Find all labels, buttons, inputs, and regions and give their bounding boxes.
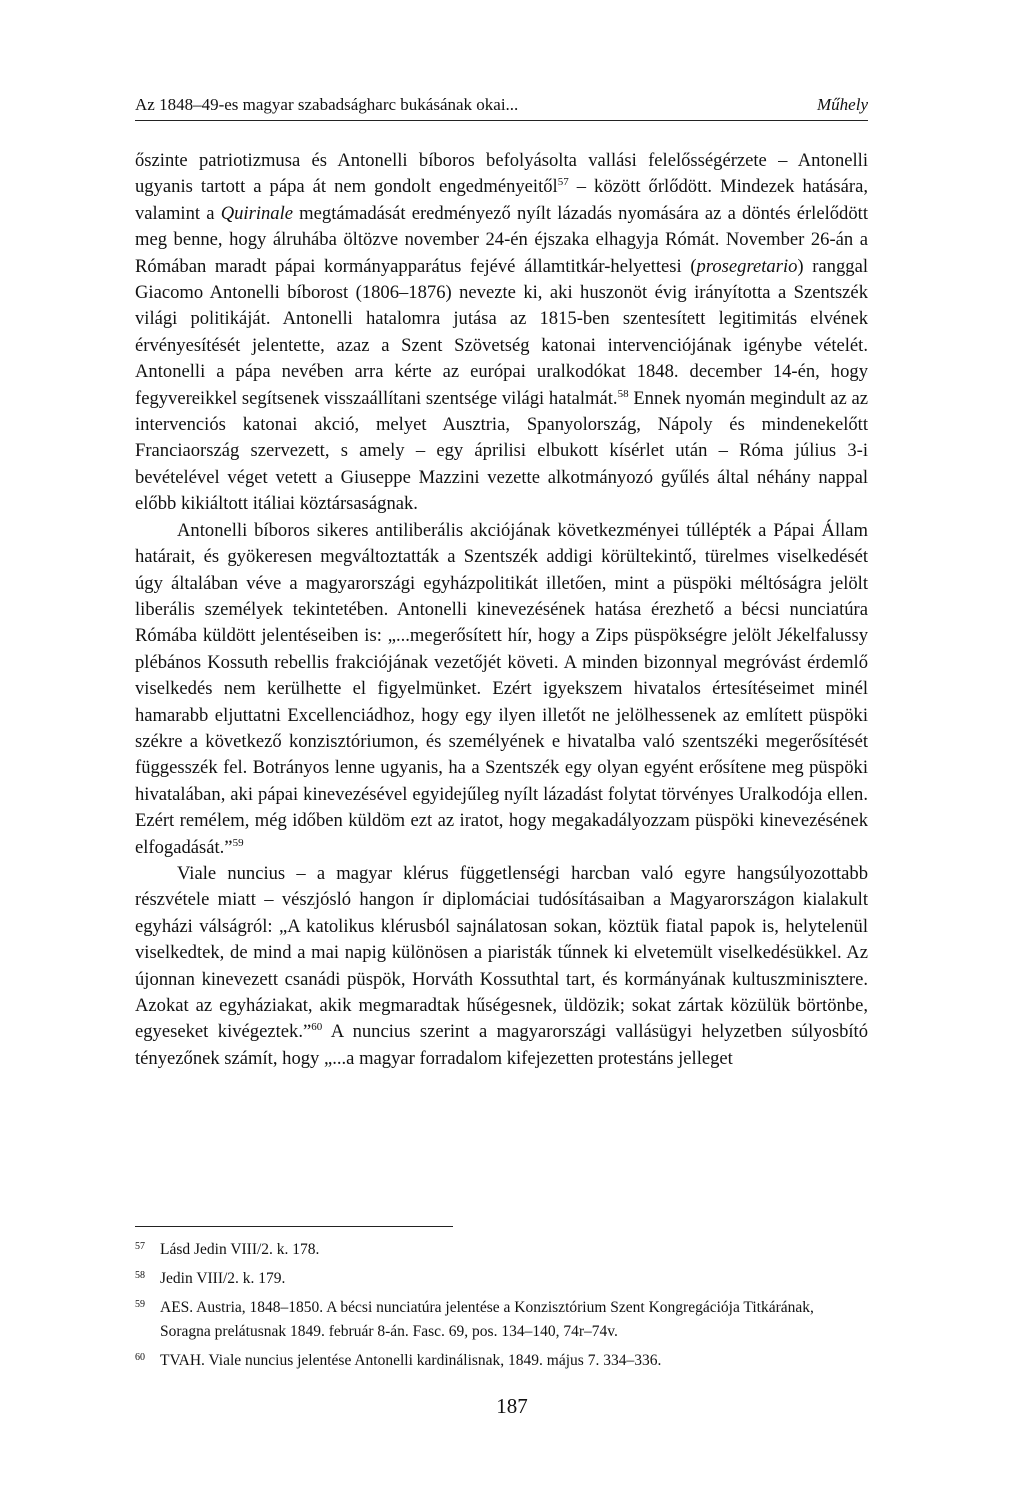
italic-term: prosegretario bbox=[696, 255, 798, 277]
footnote-number: 57 bbox=[135, 1241, 145, 1252]
footnote bbox=[135, 1349, 868, 1373]
paragraph-text: A nuncius szerint a magyarországi vallásügyi helyzetben súlyosbító tényezőnek számít, hogy „...a magyar forradalom kifejezetten protestáns jelleget bbox=[135, 1021, 868, 1069]
header-section: Műhely bbox=[817, 95, 868, 114]
footnote-text: AES. Austria, 1848–1850. A bécsi nunciatúra jelentése a Konzisztórium Szent Kongregációja Titkárának, Soragna prelátusnak 1849. február 8-án. Fasc. 69, pos. 134–140, 74r–74v. bbox=[160, 1299, 814, 1340]
paragraph-3 bbox=[135, 861, 868, 1072]
footnote-ref-59: 59 bbox=[232, 836, 244, 849]
footnote bbox=[135, 1296, 868, 1344]
footnote bbox=[135, 1267, 868, 1291]
paragraph-text: Viale nuncius – a magyar klérus függetlenségi harcban való egyre hangsúlyozottabb részvétele miatt – vészjósló hangon ír diplomáciai tudósításaiban a Magyarországon kialakult egyházi válságról: „A katolikus klérusból sajnálatosan sokan, köztük fiatal papok is, helytelenül viselkedtek, de mind a mai napig különösen a piaristák tűnnek ki elvetemült viselkedésükkel. Az újonnan kinevezett csanádi püspök, Horváth Kossuthtal tart, és kormányának kultuszminisztere. Azokat az egyháziakat, akik megmaradtak hűségesnek, üldözik; sokat zártak közülük börtönbe, egyeseket kivégeztek.” bbox=[135, 862, 868, 1043]
footnote-divider bbox=[135, 1226, 453, 1227]
footnote-number: 60 bbox=[135, 1352, 145, 1363]
page-number: 187 bbox=[496, 1394, 528, 1418]
footnote-ref-60: 60 bbox=[311, 1021, 323, 1034]
footnote-number: 58 bbox=[135, 1270, 145, 1281]
footnote-ref-58: 58 bbox=[617, 387, 629, 400]
paragraph-text: Ennek nyomán megindult az az intervenciós katonai akció, melyet Ausztria, Spanyolország, Nápoly és mindenekelőtt Franciaország szervezett, s amely – egy áprilisi elbukott kísérlet után – Róma július 3-i bevételével véget vetett a Giuseppe Mazzini vezette alkotmányozó gyűlés által néhány nappal előbb kikiáltott itáliai köztársaságnak. bbox=[135, 387, 869, 515]
italic-term: Quirinale bbox=[220, 202, 293, 224]
paragraph-1 bbox=[135, 148, 868, 518]
paragraph-text: Antonelli bíboros sikeres antiliberális akciójának következményei túllépték a Pápai Állam határait, és gyökeresen megváltoztatták a Szentszék addigi körültekintő, türelmes viselkedését úgy általában véve a magyarországi egyházpolitikát illetően, mint a püspöki méltóságra jelölt liberális személyek tekintetében. Antonelli kinevezésének hatása érezhető a bécsi nunciatúra Rómába küldött jelentéseiben is: „...megerősített hír, hogy a Zips püspökségre jelölt Jékelfalussy plébános Kossuth rebellis frakciójának vezetőjét követi. A minden bizonnyal megróvást érdemlő viselkedés nem kerülhette el figyelmünket. Ezért igyekszem hivatalos értesítéseimet minél hamarabb eljuttatni Excellenciádhoz, hogy egy ilyen illetőt ne jelölhessenek az említett püspöki székre a következő konzisztóriumon, és személyének e hivatalba való szentszéki megerősítését függesszék fel. Botrányos lenne ugyanis, ha a Szentszék egy olyan egyént erősítene meg püspöki hivatalában, aki pápai kinevezésével egyidejűleg nyílt lázadást folytat törvényes Uralkodója ellen. Ezért remélem, még időben küldöm ezt az iratot, hogy megakadályozzam püspöki kinevezésének elfogadását.” bbox=[135, 519, 868, 858]
running-header bbox=[135, 94, 868, 121]
paragraph-text: – között őrlődött. Mindezek hatására, valamint a bbox=[135, 176, 868, 224]
paragraph-text: megtámadását eredményező nyílt lázadás nyomására az a döntés érlelődött meg benne, hogy álruhába öltözve november 24-én éjszaka elhagyja Rómát. November 26-án a Rómában maradt pápai kormányapparátus fejévé államtitkár-helyettesi ( bbox=[135, 202, 868, 277]
footnote-number: 59 bbox=[135, 1299, 145, 1310]
footnotes bbox=[135, 1238, 868, 1378]
footnote bbox=[135, 1238, 868, 1262]
paragraph-text: őszinte patriotizmusa és Antonelli bíboros befolyásolta vallási felelősségérzete – Antonelli ugyanis tartott a pápa át nem gondolt engedményeitől bbox=[135, 150, 868, 198]
paragraph-text: ) ranggal Giacomo Antonelli bíborost (1806–1876) nevezte ki, aki huszonöt évig irányította a Szentszék világi politikáját. Antonelli hatalomra jutása az 1815-ben szentesített legitimitás elvének érvényesítését jelentette, azaz a Szent Szövetség katonai intervenciójának igénybe vételét. Antonelli a pápa nevében arra kérte az európai uralkodókat 1848. december 14-én, hogy fegyvereikkel segítsenek visszaállítani szentsége világi hatalmát. bbox=[135, 255, 868, 409]
footnote-text: Lásd Jedin VIII/2. k. 178. bbox=[160, 1241, 320, 1258]
body-text bbox=[135, 148, 868, 1072]
header-title: Az 1848–49-es magyar szabadságharc bukásának okai... bbox=[135, 95, 519, 114]
footnote-ref-57: 57 bbox=[557, 176, 569, 189]
footnote-text: TVAH. Viale nuncius jelentése Antonelli kardinálisnak, 1849. május 7. 334–336. bbox=[160, 1352, 662, 1369]
paragraph-2 bbox=[135, 518, 868, 861]
footnote-text: Jedin VIII/2. k. 179. bbox=[160, 1270, 286, 1287]
